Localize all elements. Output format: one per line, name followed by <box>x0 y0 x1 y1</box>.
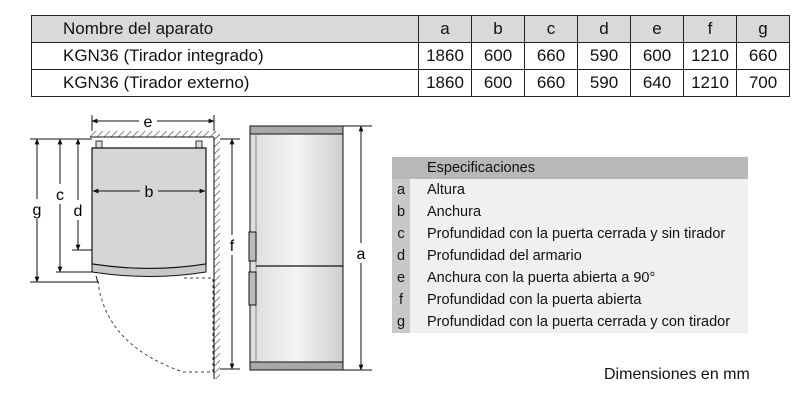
label-e: e <box>143 114 153 131</box>
table-cell: 600 <box>472 70 525 97</box>
header-cell: Nombre del aparato <box>32 16 419 43</box>
legend-item <box>392 245 748 267</box>
legend-text: Anchura <box>410 201 748 223</box>
wall-side-hatch <box>214 131 220 379</box>
fridge-body-top-view <box>92 148 206 269</box>
header-cell: a <box>419 16 472 43</box>
header-cell: b <box>472 16 525 43</box>
table-cell: 600 <box>472 43 525 70</box>
legend-item <box>392 289 748 311</box>
legend-item <box>392 267 748 289</box>
table-cell: KGN36 (Tirador integrado) <box>32 43 419 70</box>
legend-text: Altura <box>410 179 748 201</box>
legend-item <box>392 201 748 223</box>
legend-key: c <box>392 223 410 245</box>
legend-item <box>392 311 748 333</box>
label-c: c <box>56 187 64 204</box>
table-cell: 660 <box>737 43 790 70</box>
table-cell: 600 <box>631 43 684 70</box>
header-cell: f <box>684 16 737 43</box>
header-cell: d <box>578 16 631 43</box>
units-note: Dimensiones en mm <box>604 366 750 383</box>
label-f: f <box>229 238 235 255</box>
table-row <box>32 70 790 97</box>
table-header-row <box>32 16 790 43</box>
label-a: a <box>356 246 366 263</box>
table-row <box>32 43 790 70</box>
header-cell: g <box>737 16 790 43</box>
table-cell: 590 <box>578 70 631 97</box>
table-cell: 1860 <box>419 70 472 97</box>
wall-top-hatch <box>90 131 220 137</box>
header-cell: c <box>525 16 578 43</box>
label-d: d <box>73 203 83 220</box>
legend-key: f <box>392 289 410 311</box>
handle-upper <box>249 232 256 261</box>
table-cell: 660 <box>525 43 578 70</box>
table-cell: 1860 <box>419 43 472 70</box>
legend-text: Profundidad con la puerta cerrada y con tirador <box>410 311 748 333</box>
legend-text: Anchura con la puerta abierta a 90° <box>410 267 748 289</box>
legend-item <box>392 223 748 245</box>
fridge-dimension-diagram <box>0 105 400 390</box>
table-cell: KGN36 (Tirador externo) <box>32 70 419 97</box>
table-cell: 1210 <box>684 43 737 70</box>
legend-key: b <box>392 201 410 223</box>
label-b: b <box>144 184 154 201</box>
specifications-legend <box>392 157 748 333</box>
table-cell: 700 <box>737 70 790 97</box>
label-g: g <box>32 202 42 219</box>
legend-key: a <box>392 179 410 201</box>
door-swing-arc <box>98 281 183 372</box>
legend-key: d <box>392 245 410 267</box>
specifications-title: Especificaciones <box>392 157 748 179</box>
legend-key: g <box>392 311 410 333</box>
table-cell: 660 <box>525 70 578 97</box>
fridge-base <box>250 362 343 370</box>
legend-key: e <box>392 267 410 289</box>
handle-lower <box>249 272 256 305</box>
fridge-side-view <box>250 134 343 362</box>
legend-text: Profundidad con la puerta cerrada y sin tirador <box>410 223 748 245</box>
header-cell: e <box>631 16 684 43</box>
legend-item <box>392 179 748 201</box>
dimensions-table <box>31 15 790 97</box>
door-open-outline <box>183 278 213 372</box>
fridge-top-cap <box>250 126 343 134</box>
legend-text: Profundidad del armario <box>410 245 748 267</box>
table-cell: 1210 <box>684 70 737 97</box>
legend-text: Profundidad con la puerta abierta <box>410 289 748 311</box>
table-cell: 640 <box>631 70 684 97</box>
table-cell: 590 <box>578 43 631 70</box>
